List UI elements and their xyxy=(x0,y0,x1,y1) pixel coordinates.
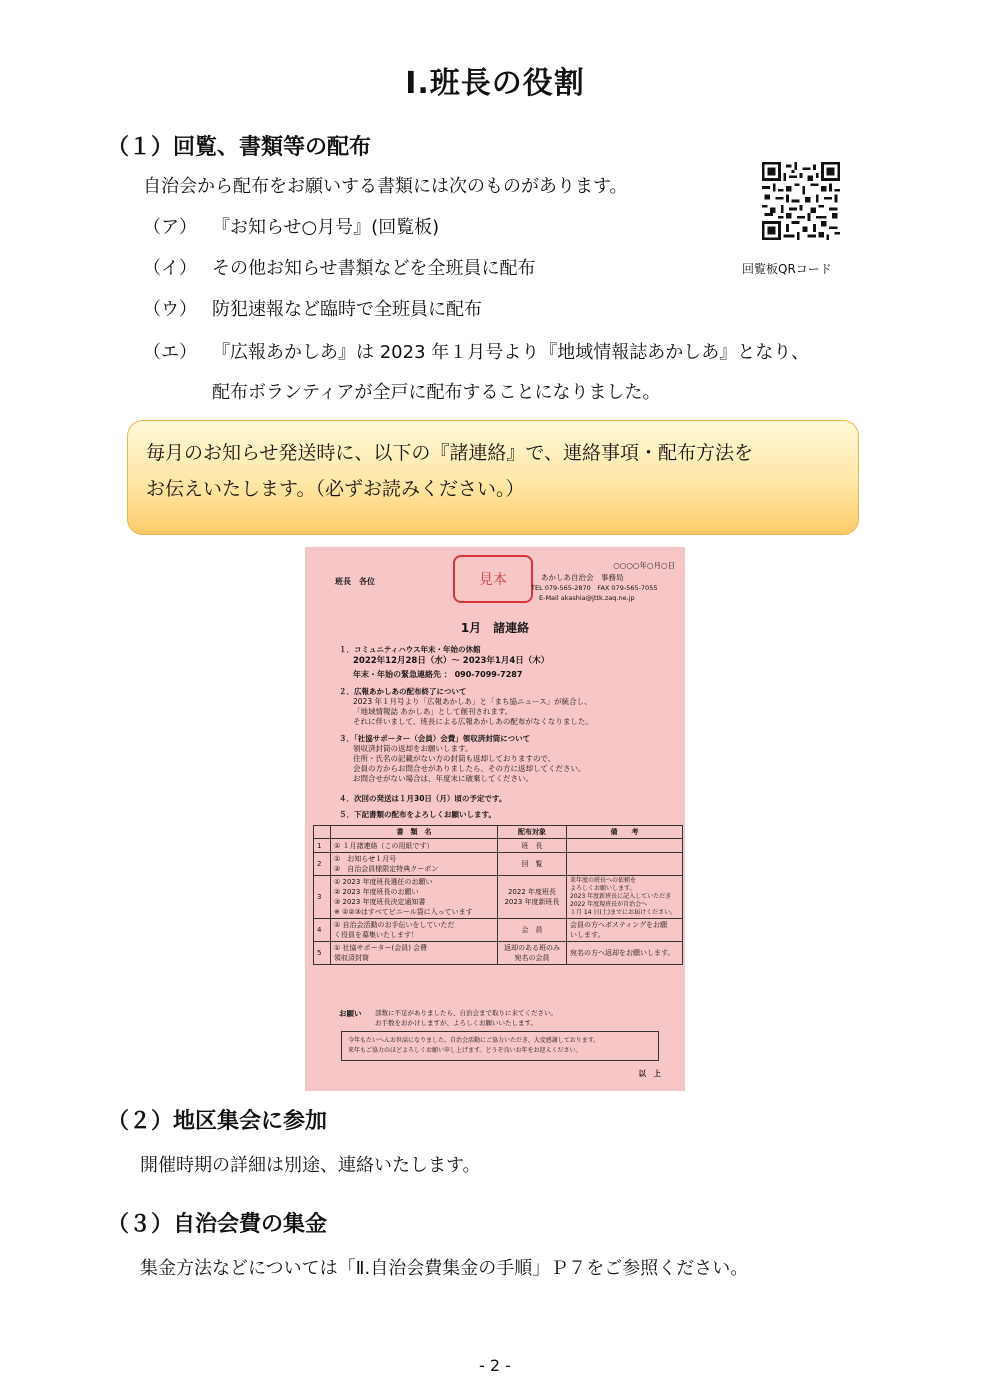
sample-sender: あかしあ自治会 事務局 xyxy=(541,573,624,582)
table-row xyxy=(314,876,683,919)
cell-target: 2022 年度班長 2023 年度新班長 xyxy=(498,876,567,919)
cell-no: 2 xyxy=(314,853,331,876)
col-note: 備 考 xyxy=(567,826,683,839)
cell-note: 会員の方へポスティングをお願 いします。 xyxy=(567,919,683,942)
sample-p5: ５．下記書類の配布をよろしくお願いします。 xyxy=(339,810,496,819)
sample-p4: ４．次回の発送は１月30日（月）頃の予定です。 xyxy=(339,794,507,803)
cell-no: 5 xyxy=(314,942,331,965)
sample-p1-l1: 2022年12月28日（水）～ 2023年1月4日（木） xyxy=(353,656,550,666)
sample-notice-image xyxy=(305,547,685,1091)
sample-p2-l3: それに伴いまして、班長による広報あかしあの配布がなくなりました。 xyxy=(353,717,593,726)
sample-box-l1: 今年もたいへんお世話になりました。自治会活動にご協力いただき、大変感謝しております。 xyxy=(348,1037,600,1044)
item-text-e-cont: 配布ボランティアが全戸に配布することになりました。 xyxy=(212,382,661,403)
sample-p2-l1: 2023 年１月号より「広報あかしあ」と「まち協ニュース」が統合し、 xyxy=(353,697,592,706)
sample-p3-head: ３．「社協サポーター（会員）会費」領収済封筒について xyxy=(339,734,531,743)
col-no xyxy=(314,826,331,839)
table-row xyxy=(314,919,683,942)
item-label-a: （ア） xyxy=(143,217,197,238)
cell-doc: ① お知らせ１月号 ② 自治会員様限定特典クーポン xyxy=(331,853,498,876)
sample-p1-l2: 年末・年始の緊急連絡先 ： 090-7099-7287 xyxy=(353,670,523,679)
section3-heading: （３）自治会費の集金 xyxy=(107,1212,328,1237)
item-text-i: その他お知らせ書類などを全班員に配布 xyxy=(212,258,536,279)
sample-p2-l2: 「地域情報誌 あかしあ」として創刊されます。 xyxy=(353,707,513,716)
table-row xyxy=(314,853,683,876)
sample-email: E-Mail akashia@jttk.zaq.ne.jp xyxy=(539,594,635,602)
item-text-e: 『広報あかしあ』は 2023 年１月号より『地域情報誌あかしあ』となり、 xyxy=(212,342,810,363)
sample-tel: TEL 079-565-2870 FAX 079-565-7055 xyxy=(531,584,658,592)
page-number: - 2 - xyxy=(479,1356,511,1375)
table-row xyxy=(314,942,683,965)
notice-line2: お伝えいたします。（必ずお読みください。） xyxy=(146,478,525,500)
sample-onegai-label: お願い xyxy=(339,1009,362,1018)
sample-box-l2: 来年もご協力のほどよろしくお願い申し上げます。どうぞ良いお年をお迎えください。 xyxy=(348,1047,582,1054)
sample-date: ○○○○年○月○日 xyxy=(613,561,675,570)
cell-note xyxy=(567,839,683,853)
item-label-e: （エ） xyxy=(143,342,197,363)
sample-p1-head: １．コミュニティハウス年末・年始の休館 xyxy=(339,645,481,654)
cell-note: 来年度の班長への依頼を よろしくお願いします。 2023 年度新班長に記入していただき 2022 年度現班長が自治会へ １月 14 日(土)までにお届けください。 xyxy=(567,876,683,919)
cell-no: 4 xyxy=(314,919,331,942)
item-text-a: 『お知らせ○月号』(回覧板) xyxy=(212,217,440,238)
sample-p3-l1: 領収済封筒の返却をお願いします。 xyxy=(353,744,473,753)
notice-line1: 毎月のお知らせ発送時に、以下の『諸連絡』で、連絡事項・配布方法を xyxy=(146,442,754,464)
section2-text: 開催時期の詳細は別途、連絡いたします。 xyxy=(140,1155,481,1176)
cell-note xyxy=(567,853,683,876)
section2-heading: （２）地区集会に参加 xyxy=(107,1109,328,1134)
cell-doc: ① 2023 年度班長選任のお願い ② 2023 年度班長のお願い ③ 2023 年度班長決定通知書 ※ ①②③はすべてビニール袋に入っています xyxy=(331,876,498,919)
notice-box xyxy=(127,420,859,535)
section3-text: 集金方法などについては「Ⅱ.自治会費集金の手順」Ｐ７をご参照ください。 xyxy=(140,1258,749,1279)
page-title: Ⅰ.班長の役割 xyxy=(405,66,585,101)
col-target: 配布対象 xyxy=(498,826,567,839)
sample-p3-l3: 会員の方からお問合せがありましたら、その方に返却してください。 xyxy=(353,764,586,773)
sample-to: 班長 各位 xyxy=(335,577,375,586)
item-label-u: （ウ） xyxy=(143,299,197,320)
sample-p3-l2: 住所・氏名の記載がない方の封筒も返却しておりますので、 xyxy=(353,754,556,763)
qr-caption: 回覧板QRコード xyxy=(742,262,832,276)
cell-doc: ① １月諸連絡（この用紙です） xyxy=(331,839,498,853)
sample-stamp: 見本 xyxy=(453,555,533,603)
col-doc: 書 類 名 xyxy=(331,826,498,839)
cell-no: 3 xyxy=(314,876,331,919)
table-row xyxy=(314,839,683,853)
cell-doc: ① 自治会活動のお手伝いをしていただ く役員を募集いたします！ xyxy=(331,919,498,942)
sample-onegai-l2: お手数をおかけしますが、よろしくお願いいたします。 xyxy=(375,1019,537,1027)
cell-target: 回 覧 xyxy=(498,853,567,876)
sample-greeting-box xyxy=(341,1031,659,1061)
sample-title: 1月 諸連絡 xyxy=(460,621,530,635)
cell-target: 会 員 xyxy=(498,919,567,942)
item-label-i: （イ） xyxy=(143,258,197,279)
sample-onegai-l1: 部数に不足がありましたら、自治会まで取りに来てください。 xyxy=(375,1009,557,1017)
cell-target: 返却のある班のみ 宛名の会員 xyxy=(498,942,567,965)
sample-table xyxy=(313,825,683,965)
section1-intro: 自治会から配布をお願いする書類には次のものがあります。 xyxy=(143,176,628,197)
sample-p2-head: ２．広報あかしあの配布終了について xyxy=(339,687,467,696)
sample-ijo: 以 上 xyxy=(638,1069,661,1078)
cell-doc: ① 社協サポーター(会員) 会費 領収済封筒 xyxy=(331,942,498,965)
qr-code-icon xyxy=(762,162,840,240)
cell-note: 宛名の方へ返却をお願いします。 xyxy=(567,942,683,965)
cell-no: 1 xyxy=(314,839,331,853)
cell-target: 班 長 xyxy=(498,839,567,853)
sample-p3-l4: お問合せがない場合は、年度末に破棄してください。 xyxy=(353,774,533,783)
section1-heading: （１）回覧、書類等の配布 xyxy=(107,135,372,160)
item-text-u: 防犯速報など臨時で全班員に配布 xyxy=(212,299,482,320)
